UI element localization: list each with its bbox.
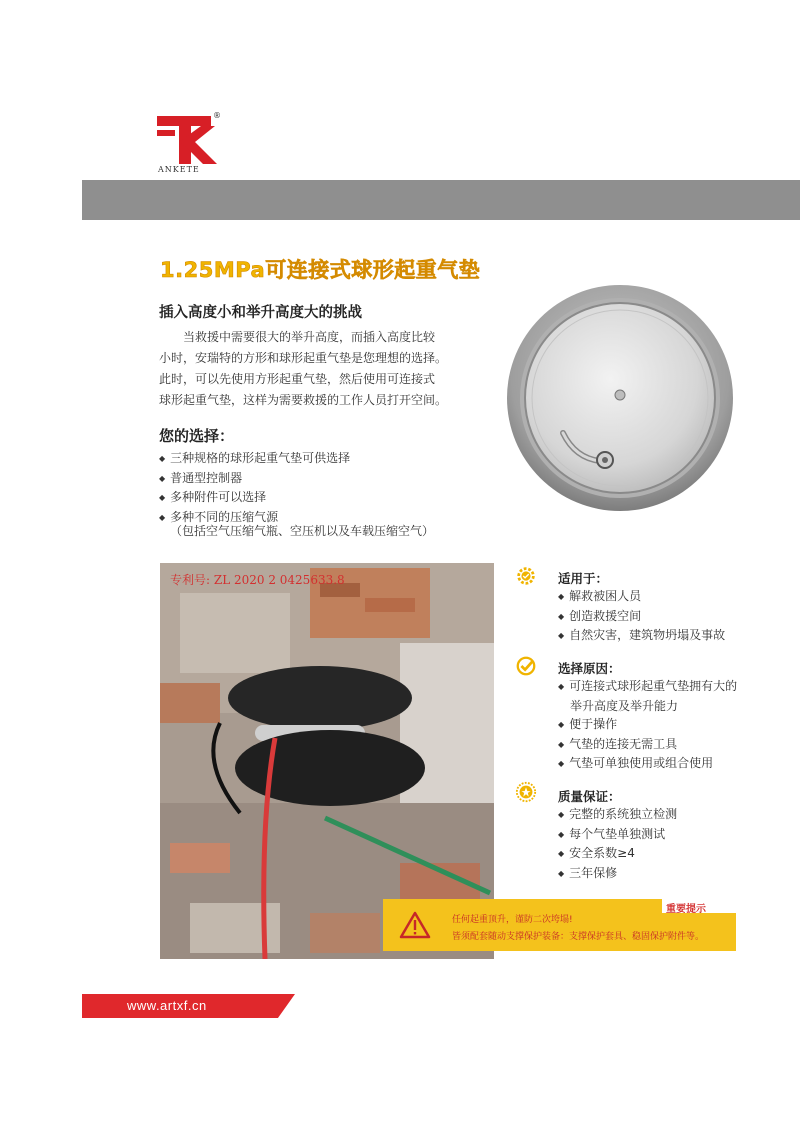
- brand-name: ANKETE: [158, 165, 200, 174]
- list-item: ◆ 便于操作: [558, 715, 744, 735]
- check-icon: [515, 655, 537, 677]
- warning-text-2: 皆须配套随动支撑保护装备：支撑保护套具、稳固保护附件等。: [452, 932, 705, 942]
- list-item: ◆ 普通型控制器: [159, 469, 350, 489]
- registered-mark: ®: [213, 111, 221, 120]
- intro-line: 此时，可以先使用方形起重气垫，然后使用可连接式: [159, 372, 436, 386]
- list-item: ◆ 气垫可单独使用或组合使用: [558, 754, 744, 774]
- gear-icon: [515, 565, 537, 587]
- section-list-applicable: [558, 587, 758, 646]
- choices-heading: 您的选择：: [159, 427, 235, 445]
- section-heading-applicable: 适用于：: [558, 571, 609, 586]
- list-item: ◆ 安全系数≥4: [558, 844, 758, 864]
- list-item: ◆ 创造救援空间: [558, 607, 758, 627]
- patent-number: 专利号: ZL 2020 2 0425633.8: [170, 573, 345, 587]
- list-item: ◆ 可连接式球形起重气垫拥有大的举升高度及举升能力: [558, 677, 744, 715]
- warning-text-1: 任何起重顶升，谨防二次垮塌!: [452, 915, 573, 925]
- website-link[interactable]: www.artxf.cn: [127, 998, 207, 1013]
- section-list-reasons: [558, 677, 744, 774]
- list-item: ◆ 多种不同的压缩气源: [159, 508, 350, 528]
- page-title: 1.25MPa可连接式球形起重气垫: [160, 258, 481, 282]
- list-item: ◆ 多种附件可以选择: [159, 488, 350, 508]
- intro-heading: 插入高度小和举升高度大的挑战: [159, 305, 362, 321]
- warning-icon: [399, 911, 431, 939]
- list-item: ◆ 完整的系统独立检测: [558, 805, 758, 825]
- list-item: ◆ 三年保修: [558, 864, 758, 884]
- medal-icon: [515, 781, 537, 803]
- section-heading-quality: 质量保证：: [558, 789, 621, 804]
- warning-tab-label: 重要提示: [666, 904, 706, 915]
- header-band: [82, 180, 800, 220]
- list-item: ◆ 解救被困人员: [558, 587, 758, 607]
- intro-line: 球形起重气垫，这样为需要救援的工作人员打开空间。: [159, 393, 448, 407]
- list-item: ◆ 三种规格的球形起重气垫可供选择: [159, 449, 350, 469]
- list-item: ◆ 自然灾害，建筑物坍塌及事故: [558, 626, 758, 646]
- choices-note: （包括空气压缩气瓶、空压机以及车载压缩空气）: [170, 524, 435, 538]
- lifting-bag-product-image: [505, 283, 735, 513]
- intro-line: 当救援中需要很大的举升高度，而插入高度比较: [183, 330, 436, 344]
- list-item: ◆ 气垫的连接无需工具: [558, 735, 744, 755]
- section-list-quality: [558, 805, 758, 883]
- intro-paragraph: [159, 327, 479, 411]
- choices-list: [159, 449, 350, 527]
- section-heading-reasons: 选择原因：: [558, 661, 621, 676]
- list-item: ◆ 每个气垫单独测试: [558, 825, 758, 845]
- intro-line: 小时，安瑞特的方形和球形起重气垫是您理想的选择。: [159, 351, 448, 365]
